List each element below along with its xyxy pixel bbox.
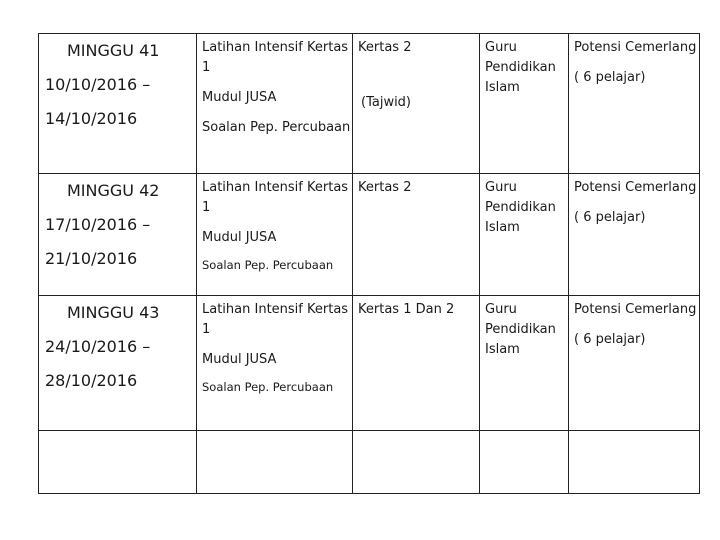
paper-cell [353, 174, 480, 296]
module-text: Mudul JUSA [202, 352, 277, 367]
target-count: ( 6 pelajar) [574, 332, 646, 347]
paper-cell [353, 296, 480, 431]
teacher-text: Guru Pendidikan Islam [485, 180, 556, 235]
paper-cell [353, 34, 480, 174]
date-to: 21/10/2016 [45, 249, 138, 268]
week-cell [39, 174, 197, 296]
module-text: Mudul JUSA [202, 230, 277, 245]
date-from: 10/10/2016 – [45, 75, 151, 94]
table-row [39, 296, 700, 431]
table-row [39, 34, 700, 174]
table-row [39, 174, 700, 296]
empty-cell [197, 431, 353, 494]
module-text: Mudul JUSA [202, 90, 277, 105]
paper-note: (Tajwid) [361, 95, 412, 110]
paper-text: Kertas 2 [358, 180, 412, 195]
teacher-cell [480, 296, 569, 431]
teacher-text: Guru Pendidikan Islam [485, 40, 556, 95]
date-to: 28/10/2016 [45, 371, 138, 390]
exercise-text: Soalan Pep. Percubaan [202, 120, 351, 135]
teacher-text: Guru Pendidikan Islam [485, 302, 556, 357]
target-cell [569, 296, 700, 431]
week-cell [39, 34, 197, 174]
paper-text: Kertas 2 [358, 40, 412, 55]
target-count: ( 6 pelajar) [574, 210, 646, 225]
date-from: 24/10/2016 – [45, 337, 151, 356]
target-text: Potensi Cemerlang [574, 40, 697, 55]
week-label: MINGGU 42 [67, 181, 160, 200]
activity-cell [197, 296, 353, 431]
empty-cell [39, 431, 197, 494]
date-from: 17/10/2016 – [45, 215, 151, 234]
activity-cell [197, 34, 353, 174]
week-label: MINGGU 43 [67, 303, 160, 322]
date-to: 14/10/2016 [45, 109, 138, 128]
target-text: Potensi Cemerlang [574, 180, 697, 195]
exercise-text: Soalan Pep. Percubaan [202, 380, 334, 394]
empty-cell [569, 431, 700, 494]
paper-text: Kertas 1 Dan 2 [358, 302, 455, 317]
schedule-table [38, 33, 700, 494]
activity-text: Latihan Intensif Kertas 1 [202, 302, 349, 337]
target-cell [569, 34, 700, 174]
teacher-cell [480, 174, 569, 296]
activity-text: Latihan Intensif Kertas 1 [202, 40, 349, 75]
target-text: Potensi Cemerlang [574, 302, 697, 317]
exercise-text: Soalan Pep. Percubaan [202, 258, 334, 272]
target-cell [569, 174, 700, 296]
table-row-empty [39, 431, 700, 494]
teacher-cell [480, 34, 569, 174]
week-label: MINGGU 41 [67, 41, 160, 60]
empty-cell [353, 431, 480, 494]
target-count: ( 6 pelajar) [574, 70, 646, 85]
empty-cell [480, 431, 569, 494]
activity-text: Latihan Intensif Kertas 1 [202, 180, 349, 215]
activity-cell [197, 174, 353, 296]
week-cell [39, 296, 197, 431]
